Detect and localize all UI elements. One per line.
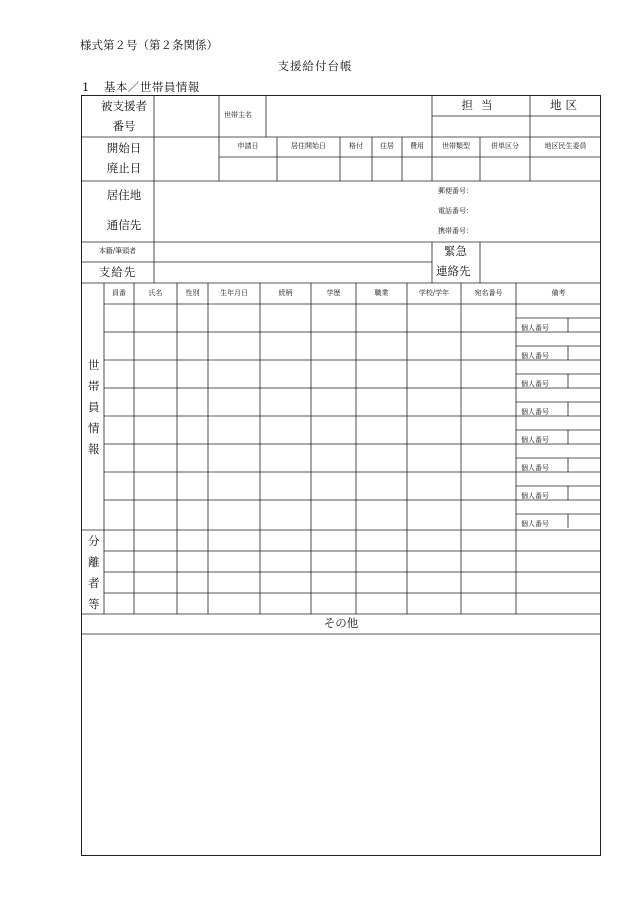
personal-number-label: 個人番号 — [521, 408, 549, 416]
household-type-label: 世帯類型 — [442, 142, 470, 150]
col-sex: 性別 — [185, 289, 200, 297]
personal-number-label: 個人番号 — [521, 352, 549, 360]
housing-label: 住居 — [380, 142, 394, 150]
document-title: 支援給付台帳 — [277, 59, 353, 73]
members-side-label-5: 報 — [88, 442, 100, 456]
personal-number-label: 個人番号 — [521, 380, 549, 388]
members-side-label-3: 員 — [88, 400, 100, 414]
phone-label: 電話番号： — [438, 207, 473, 215]
district-commissioner-label: 地区民生委員 — [544, 142, 587, 150]
concurrent-category-label: 併単区分 — [491, 142, 519, 150]
separated-side-label-1: 分 — [88, 534, 100, 548]
kakufu-label: 格付 — [349, 142, 363, 150]
personal-number-label: 個人番号 — [521, 464, 549, 472]
postal-code-label: 郵便番号： — [438, 187, 473, 195]
mailing-address-label: 通信先 — [106, 218, 142, 232]
personal-number-label: 個人番号 — [521, 324, 549, 332]
section-label: 基本／世帯員情報 — [103, 80, 200, 94]
residence-start-label: 居住開始日 — [291, 142, 326, 150]
col-birthdate: 生年月日 — [220, 289, 248, 297]
col-address-number: 宛名番号 — [474, 289, 503, 297]
domicile-label: 本籍/筆頭者 — [98, 247, 137, 255]
members-side-label-2: 帯 — [88, 379, 100, 393]
district-label: 地区 — [550, 98, 581, 112]
separated-side-label-2: 離 — [88, 555, 100, 569]
end-date-label: 廃止日 — [106, 161, 142, 175]
start-date-label: 開始日 — [106, 141, 142, 155]
expenses-label: 費用 — [410, 142, 424, 150]
recipient-number-label-2: 番号 — [112, 119, 136, 133]
staff-label: 担当 — [461, 98, 501, 112]
personal-number-label: 個人番号 — [521, 492, 549, 500]
mobile-label: 携帯番号： — [438, 227, 473, 235]
col-member-no: 員番 — [112, 289, 126, 297]
separated-side-label-3: 者 — [88, 576, 100, 590]
col-education: 学歴 — [326, 289, 341, 297]
members-side-label-4: 情 — [88, 421, 100, 435]
col-occupation: 職業 — [374, 289, 389, 297]
separated-side-label-4: 等 — [88, 597, 100, 611]
household-head-label: 世帯主名 — [224, 111, 252, 119]
other-label: その他 — [323, 616, 359, 630]
application-date-label: 申請日 — [237, 142, 259, 150]
recipient-number-label: 被支援者 — [101, 99, 147, 113]
members-side-label-1: 世 — [88, 358, 100, 372]
col-relationship: 続柄 — [278, 289, 293, 297]
emergency-contact-label-2: 連絡先 — [436, 264, 471, 278]
form-number: 様式第２号（第２条関係） — [80, 38, 218, 52]
emergency-contact-label: 緊急 — [444, 244, 467, 258]
address-label: 居住地 — [106, 188, 142, 202]
personal-number-label: 個人番号 — [521, 436, 549, 444]
col-name: 氏名 — [148, 289, 163, 297]
col-remarks: 備考 — [551, 289, 566, 297]
payment-address-label: 支給先 — [98, 265, 137, 279]
personal-number-label: 個人番号 — [521, 520, 549, 528]
section-number: 1 — [82, 80, 90, 94]
col-school-grade: 学校/学年 — [418, 289, 450, 297]
